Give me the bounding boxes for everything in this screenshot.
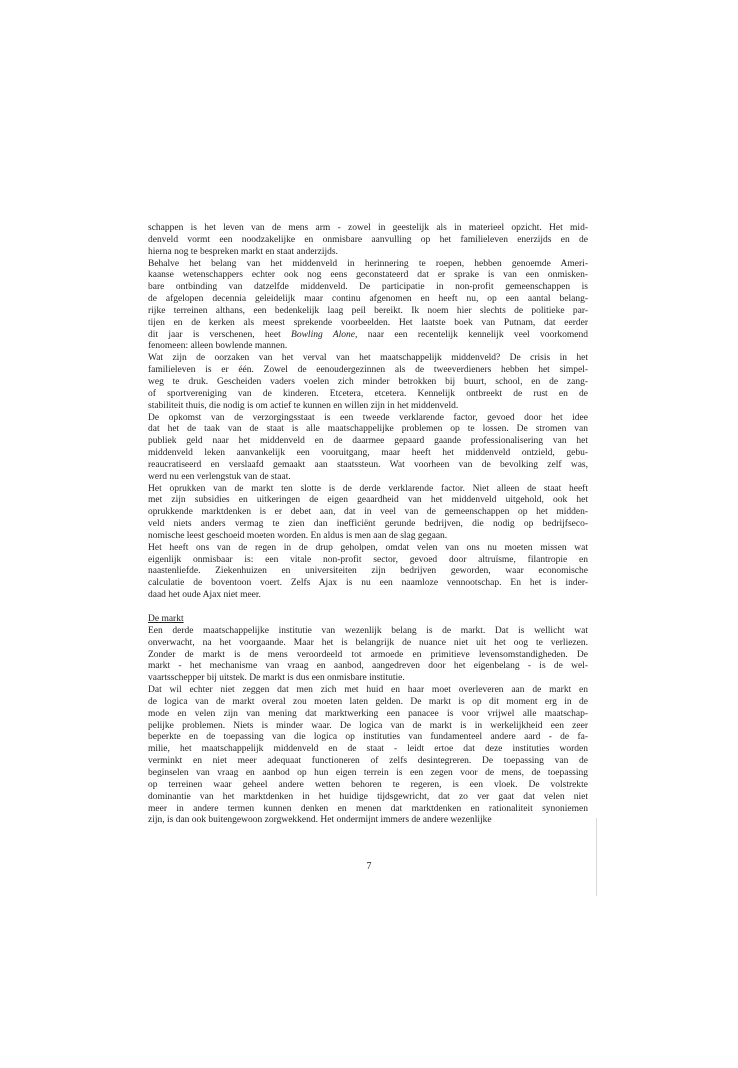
text-line: beperkte en de toepassing van die logica op instituties van fundamenteel andere aard - de fa- (148, 732, 588, 743)
text-line: middenveld leken aanvankelijk een vooruitgang, maar heeft het middenveld ontzield, gebu- (148, 448, 588, 459)
text-line: vaartsschepper bij uitstek. De markt is dus een onmisbare institutie. (148, 673, 405, 684)
paragraph (148, 685, 588, 827)
intro-paragraphs (148, 223, 588, 602)
text-line: oprukkende marktdenken is er debet aan, dat in veel van de gemeenschappen op het midden- (148, 507, 588, 518)
text-line: met zijn subsidies en uitkeringen de eigen geaardheid van het middenveld uitgehold, ook het (148, 495, 588, 506)
text-line: Het heeft ons van de regen in de drup geholpen, omdat velen van ons nu moeten missen wat (148, 542, 588, 553)
text-line: weg te druk. Gescheiden vaders voelen zich minder betrokken bij buurt, school, en de zang- (148, 376, 588, 387)
text-line: mode en velen zijn van mening dat marktwerking een panacee is voor vrijwel alle maatschap- (148, 708, 588, 719)
book-title: Bowling Alone (291, 329, 356, 340)
text-line: dominantie van het marktdenken in het huidige tijdsgewricht, dat zo ver gaat dat velen niet (148, 791, 588, 802)
paragraph (148, 484, 588, 543)
text-line: hierna nog te bespreken markt en staat anderzijds. (148, 246, 338, 257)
text-line: reaucratiseerd en verslaafd gemaakt aan staatssteun. Wat voorheen van de bevolking zelf was, (148, 459, 588, 470)
text-line: Behalve het belang van het middenveld in herinnering te roepen, hebben genoemde Ameri- (148, 258, 588, 269)
text-line: fenomeen: alleen bowlende mannen. (148, 341, 288, 352)
text-line: rijke terreinen althans, een bedenkelijk laag peil bereikt. Ik noem hier slechts de politieke par- (148, 305, 588, 316)
page-number: 7 (366, 861, 372, 872)
text-line: nomische leest geschoeid moeten worden. En aldus is men aan de slag gegaan. (148, 530, 448, 541)
text-line: zijn, is dan ook buitengewoon zorgwekkend. Het ondermijnt immers de andere wezenlijke (148, 815, 492, 826)
text-line: pelijke problemen. Niets is minder waar. De logica van de markt is in werkelijkheid een zeer (148, 720, 588, 731)
text-line: schappen is het leven van de mens arm - zowel in geestelijk als in materieel opzicht. Het mid- (148, 223, 588, 233)
text-line: de logica van de markt overal zou moeten laten gelden. De markt is op dit moment erg in de (148, 696, 588, 707)
text-line: calculatie de boventoon voert. Zelfs Ajax is nu een naamloze vennootschap. En het is inder- (148, 578, 588, 589)
text-line: beginselen van vraag en aanbod op hun eigen terrein is een zegen voor de mens, de toepassing (148, 767, 588, 778)
text-line: of sportvereniging van de kinderen. Etcetera, etcetera. Kennelijk ontbreekt de rust en de (148, 388, 588, 399)
text-line: stabiliteit thuis, die nodig is om actief te kunnen en willen zijn in het middenveld. (148, 400, 459, 411)
text-line: meer in andere termen kunnen denken en menen dat marktdenken en rationaliteit synoniemen (148, 803, 588, 814)
paragraph (148, 626, 588, 685)
text-line: dit jaar is verschenen, heet Bowling Alone, naar een recentelijk kennelijk veel voorkomend (148, 329, 589, 340)
text-line: Wat zijn de oorzaken van het verval van het maatschappelijk middenveld? De crisis in het (148, 353, 588, 364)
section-heading: De markt (148, 614, 184, 624)
text-line: denveld vormt een noodzakelijke en onmisbare aanvulling op het familieleven enerzijds en de (148, 234, 588, 245)
text-line: De opkomst van de verzorgingsstaat is een tweede verklarende factor, gevoed door het idee (148, 412, 588, 423)
text-line: verminkt en niet meer adequaat functioneren of zelfs desintegreren. De toepassing van de (148, 756, 588, 767)
text-line: eigenlijk onmisbaar is: een vitale non-profit sector, gevoed door altruïsme, filantropie en (148, 554, 588, 565)
text-line: veld niets anders vermag te zien dan inefficiënt gerunde bedrijven, die nodig op bedrijfseco- (148, 519, 588, 530)
paragraph (148, 353, 588, 412)
text-line: Het oprukken van de markt ten slotte is de derde verklarende factor. Niet alleen de staat heeft (148, 483, 588, 494)
paragraph (148, 543, 588, 602)
text-line: publiek geld naar het middenveld en de daarmee gepaard gaande professionalisering van het (148, 436, 588, 447)
text-line: op terreinen waar geheel andere wetten behoren te regeren, is een vloek. De volstrekte (148, 779, 588, 790)
text-line: onverwacht, na het voorgaande. Maar het is belangrijk de nuance niet uit het oog te verliezen. (148, 637, 588, 648)
text-line: daad het oude Ajax niet meer. (148, 590, 261, 601)
body-text (148, 223, 588, 827)
text-line: werd nu een verlengstuk van de staat. (148, 471, 291, 482)
paragraph (148, 223, 588, 259)
text-line: milie, het maatschappelijk middenveld en de staat - leidt ertoe dat deze instituties worden (148, 744, 588, 755)
text-line: Dat wil echter niet zeggen dat men zich met huid en haar moet overleveren aan de markt en (148, 685, 588, 696)
section-gap (148, 602, 588, 614)
text-line: dat het de taak van de staat is alle maatschappelijke problemen op te lossen. De stromen van (148, 424, 588, 435)
scan-margin-line (596, 818, 597, 896)
text-line: tijen en de kerken als meest sprekende voorbeelden. Het laatste boek van Putnam, dat eerder (148, 317, 588, 328)
text-line: familieleven is er één. Zowel de eenoudergezinnen als de tweeverdieners hebben het simpel- (148, 365, 588, 376)
text-line: markt - het mechanisme van vraag en aanbod, aangedreven door het eigenbelang - is de wel- (148, 661, 588, 672)
text-line: kaanse wetenschappers echter ook nog eens geconstateerd dat er sprake is van een onmisken- (148, 270, 588, 281)
text-line: de afgelopen decennia geleidelijk maar continu afgenomen en heeft nu, op een aantal belang- (148, 294, 588, 305)
text-line: Zonder de markt is de mens veroordeeld tot armoede en primitieve levensomstandigheden. De (148, 649, 588, 660)
section-paragraphs (148, 626, 588, 827)
paragraph (148, 413, 588, 484)
text-line: Een derde maatschappelijke institutie van wezenlijk belang is de markt. Dat is wellicht wat (148, 625, 588, 636)
text-line: naastenliefde. Ziekenhuizen en universiteiten zijn bedrijven geworden, waar economische (148, 566, 588, 577)
text-line: bare ontbinding van datzelfde middenveld. De participatie in non-profit gemeenschappen is (148, 282, 588, 293)
paragraph (148, 259, 588, 354)
